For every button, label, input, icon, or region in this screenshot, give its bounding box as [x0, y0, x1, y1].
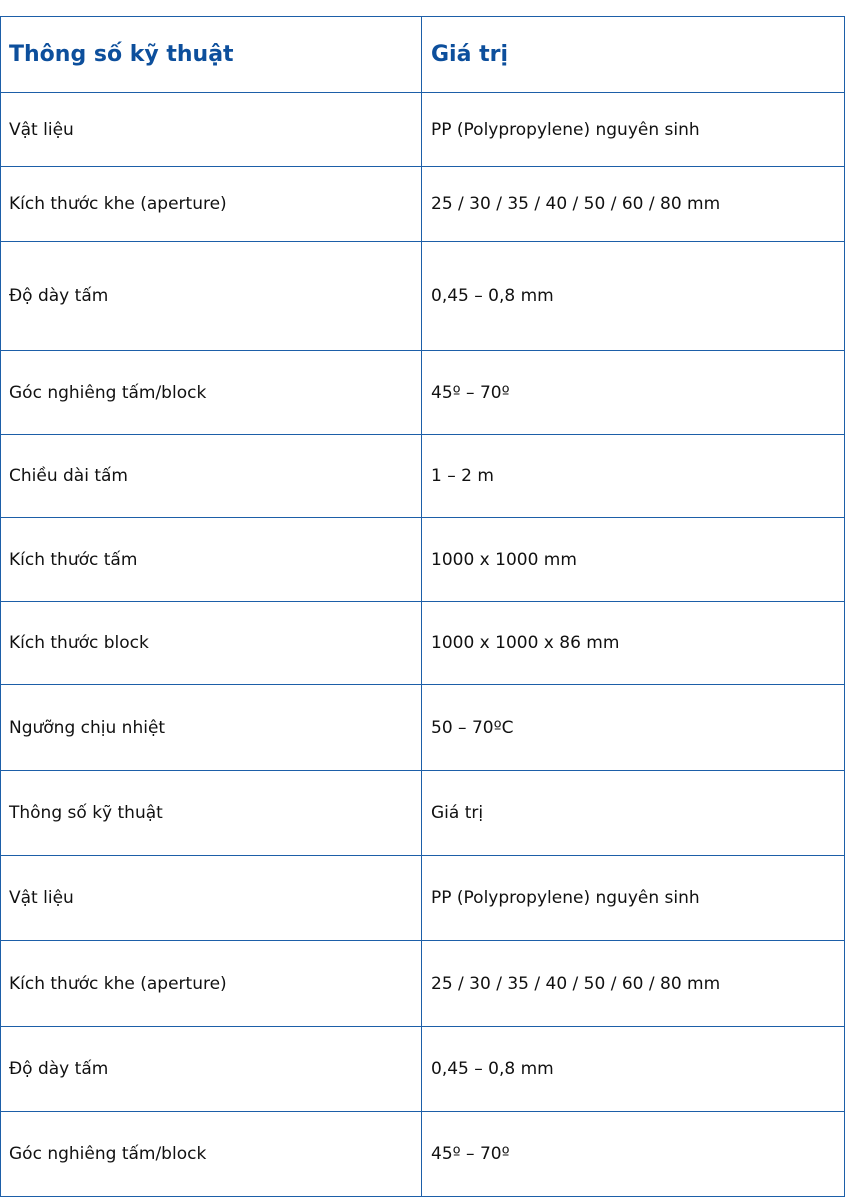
header-param: Thông số kỹ thuật: [1, 17, 422, 93]
table-row: [1, 1027, 845, 1112]
row-param: Chiều dài tấm: [1, 435, 422, 518]
row-value: 25 / 30 / 35 / 40 / 50 / 60 / 80 mm: [422, 941, 845, 1027]
row-value: PP (Polypropylene) nguyên sinh: [422, 93, 845, 167]
row-value: 1000 x 1000 x 86 mm: [422, 602, 845, 685]
spec-table: [0, 16, 845, 1197]
row-param: Kích thước block: [1, 602, 422, 685]
row-param: Vật liệu: [1, 856, 422, 941]
table-row: [1, 518, 845, 602]
row-value: 0,45 – 0,8 mm: [422, 242, 845, 351]
row-value: 1000 x 1000 mm: [422, 518, 845, 602]
row-param: Thông số kỹ thuật: [1, 771, 422, 856]
row-param: Vật liệu: [1, 93, 422, 167]
table-row: [1, 242, 845, 351]
row-value: 1 – 2 m: [422, 435, 845, 518]
row-value: Giá trị: [422, 771, 845, 856]
table-row: [1, 602, 845, 685]
row-value: 45º – 70º: [422, 351, 845, 435]
table-header-row: [1, 17, 845, 93]
row-param: Góc nghiêng tấm/block: [1, 1112, 422, 1197]
row-value: 45º – 70º: [422, 1112, 845, 1197]
row-param: Độ dày tấm: [1, 1027, 422, 1112]
row-param: Kích thước khe (aperture): [1, 167, 422, 242]
table-row: [1, 167, 845, 242]
table-row: [1, 941, 845, 1027]
table-row: [1, 1112, 845, 1197]
table-row: [1, 685, 845, 771]
table-row: [1, 435, 845, 518]
row-param: Ngưỡng chịu nhiệt: [1, 685, 422, 771]
row-param: Độ dày tấm: [1, 242, 422, 351]
row-value: 50 – 70ºC: [422, 685, 845, 771]
row-param: Kích thước tấm: [1, 518, 422, 602]
header-value: Giá trị: [422, 17, 845, 93]
table-row: [1, 93, 845, 167]
row-value: 25 / 30 / 35 / 40 / 50 / 60 / 80 mm: [422, 167, 845, 242]
table-row: [1, 351, 845, 435]
row-param: Kích thước khe (aperture): [1, 941, 422, 1027]
table-row: [1, 771, 845, 856]
row-value: PP (Polypropylene) nguyên sinh: [422, 856, 845, 941]
table-row: [1, 856, 845, 941]
row-value: 0,45 – 0,8 mm: [422, 1027, 845, 1112]
row-param: Góc nghiêng tấm/block: [1, 351, 422, 435]
